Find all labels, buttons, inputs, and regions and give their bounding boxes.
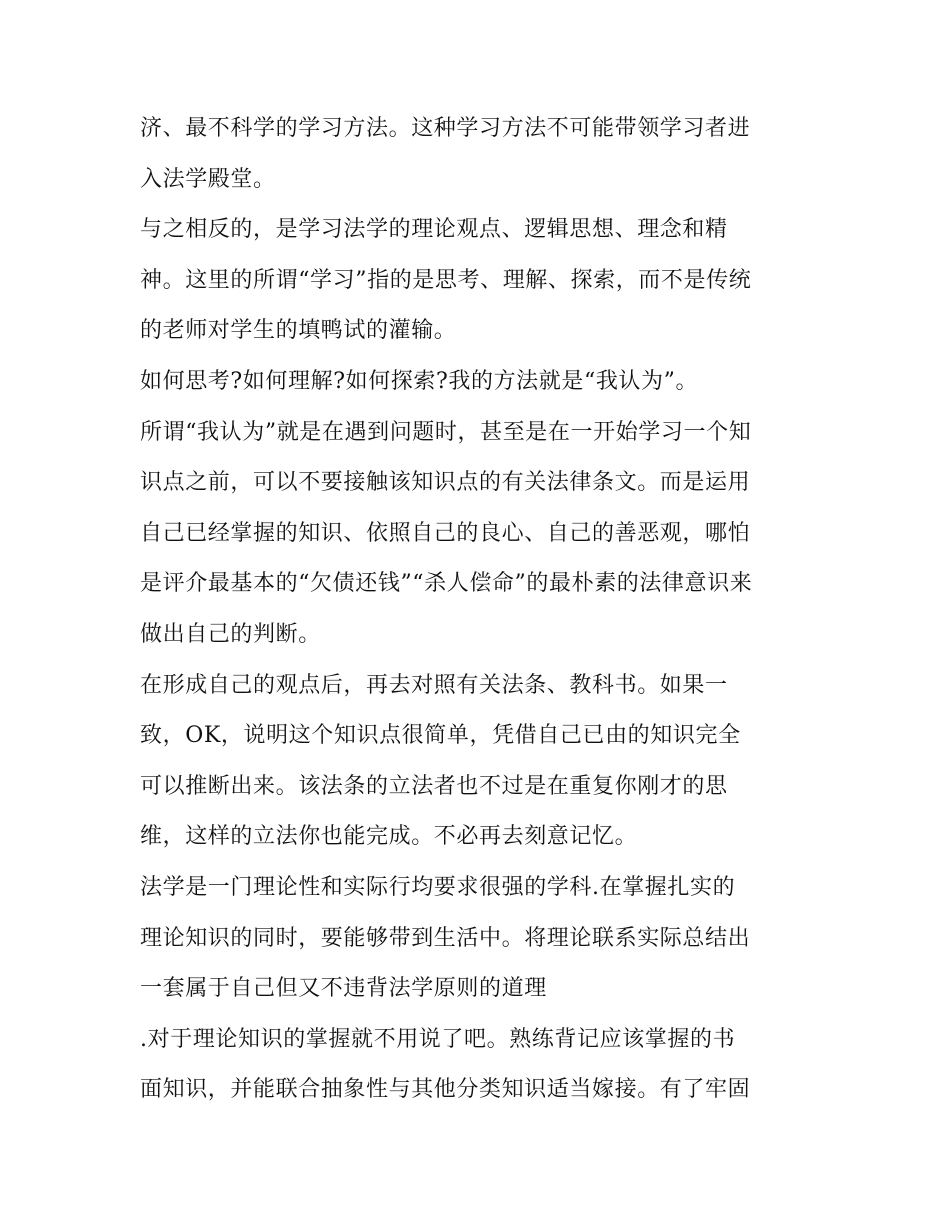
text-line: 如何思考?如何理解?如何探索?我的方法就是“我认为”。 [140,368,699,394]
text-line: 识点之前，可以不要接触该知识点的有关法律条文。而是运用 [140,470,751,496]
text-line: 的老师对学生的填鸭试的灌输。 [140,318,457,344]
text-line: 一套属于自己但又不违背法学原则的道理 [140,976,547,1002]
text-line: 入法学殿堂。 [140,166,276,192]
text-line: 致，OK，说明这个知识点很简单，凭借自己已由的知识完全 [140,723,741,749]
text-line: 自己已经掌握的知识、依照自己的良心、自己的善恶观，哪怕 [140,520,751,546]
text-line: 做出自己的判断。 [140,621,321,647]
text-line: 可以推断出来。该法条的立法者也不过是在重复你刚才的思 [140,773,728,799]
text-line: 是评介最基本的“欠债还钱”“杀人偿命”的最朴素的法律意识来 [140,571,753,597]
text-line: 所谓“我认为”就是在遇到问题时，甚至是在一开始学习一个知 [140,419,752,445]
text-line: 法学是一门理论性和实际行均要求很强的学科.在掌握扎实的 [140,874,736,900]
text-line: 与之相反的，是学习法学的理论观点、逻辑思想、理念和精 [140,217,728,243]
text-line: 维，这样的立法你也能完成。不必再去刻意记忆。 [140,824,638,850]
text-line: .对于理论知识的掌握就不用说了吧。熟练背记应该掌握的书 [140,1026,736,1052]
text-line: 在形成自己的观点后，再去对照有关法条、教科书。如果一 [140,672,728,698]
text-line: 济、最不科学的学习方法。这种学习方法不可能带领学习者进 [140,116,751,141]
text-line: 理论知识的同时，要能够带到生活中。将理论联系实际总结出 [140,925,751,951]
document-body [140,104,830,1116]
text-line: 神。这里的所谓“学习”指的是思考、理解、探索，而不是传统 [140,267,752,293]
text-line: 面知识，并能联合抽象性与其他分类知识适当嫁接。有了牢固 [140,1077,751,1103]
